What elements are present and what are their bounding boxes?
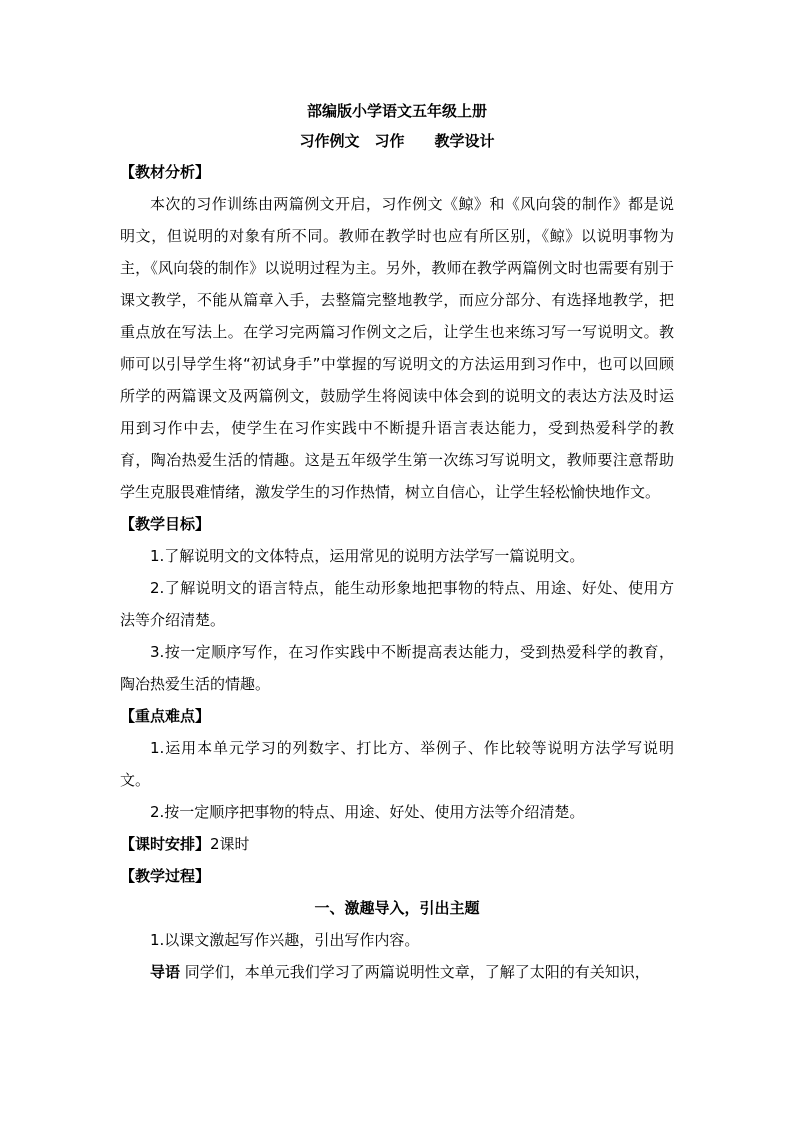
document-title: 部编版小学语文五年级上册 [306, 102, 487, 120]
section-heading-schedule [120, 828, 674, 860]
keypoint-item-2: 2.按一定顺序把事物的特点、用途、好处、使用方法等介绍清楚。 [150, 803, 585, 821]
goal-item-2: 2.了解说明文的语言特点，能生动形象地把事物的特点、用途、好处、使用方法等介绍清楚。 [120, 579, 674, 629]
section-heading-goals: 【教学目标】 [120, 515, 211, 533]
process-part-title: 一、激趣导入，引出主题 [314, 899, 480, 917]
section-heading-process: 【教学过程】 [120, 867, 211, 885]
section-heading-analysis: 【教材分析】 [120, 163, 211, 181]
goal-item-3: 3.按一定顺序写作，在习作实践中不断提高表达能力，受到热爱科学的教育，陶冶热爱生活的情趣。 [120, 643, 674, 693]
lead-label: 导语 [150, 963, 181, 981]
keypoint-item-1: 1.运用本单元学习的列数字、打比方、举例子、作比较等说明方法学写说明文。 [120, 739, 674, 789]
schedule-value: 2课时 [210, 835, 250, 853]
analysis-paragraph: 本次的习作训练由两篇例文开启，习作例文《鲸》和《风向袋的制作》都是说明文，但说明的对象有所不同。教师在教学时也应有所区别，《鲸》以说明事物为主，《风向袋的制作》以说明过程为主。另外，教师在教学两篇例文时也需要有别于课文教学，不能从篇章入手，去整篇完整地教学，而应分部分、有选择地教学，把重点放在写法上。在学习完两篇习作例文之后，让学生也来练习写一写说明文。教师可以引导学生将“初试身手”中掌握的写说明文的方法运用到习作中，也可以回顾所学的两篇课文及两篇例文，鼓励学生将阅读中体会到的说明文的表达方法及时运用到习作中去，使学生在习作实践中不断提升语言表达能力，受到热爱科学的教育，陶冶热爱生活的情趣。这是五年级学生第一次练习写说明文，教师要注意帮助学生克服畏难情绪，激发学生的习作热情，树立自信心，让学生轻松愉快地作文。 [120, 195, 674, 501]
process-lead-paragraph [120, 956, 674, 988]
document-subtitle: 习作例文 习作 教学设计 [299, 132, 495, 150]
schedule-label: 【课时安排】 [120, 835, 211, 853]
goal-item-1: 1.了解说明文的文体特点，运用常见的说明方法学写一篇说明文。 [150, 547, 585, 565]
lead-text: 同学们，本单元我们学习了两篇说明性文章，了解了太阳的有关知识， [184, 963, 650, 981]
process-step-1: 1.以课文激起写作兴趣，引出写作内容。 [150, 931, 420, 949]
document-page [120, 96, 674, 988]
section-heading-keypoints: 【重点难点】 [120, 707, 211, 725]
